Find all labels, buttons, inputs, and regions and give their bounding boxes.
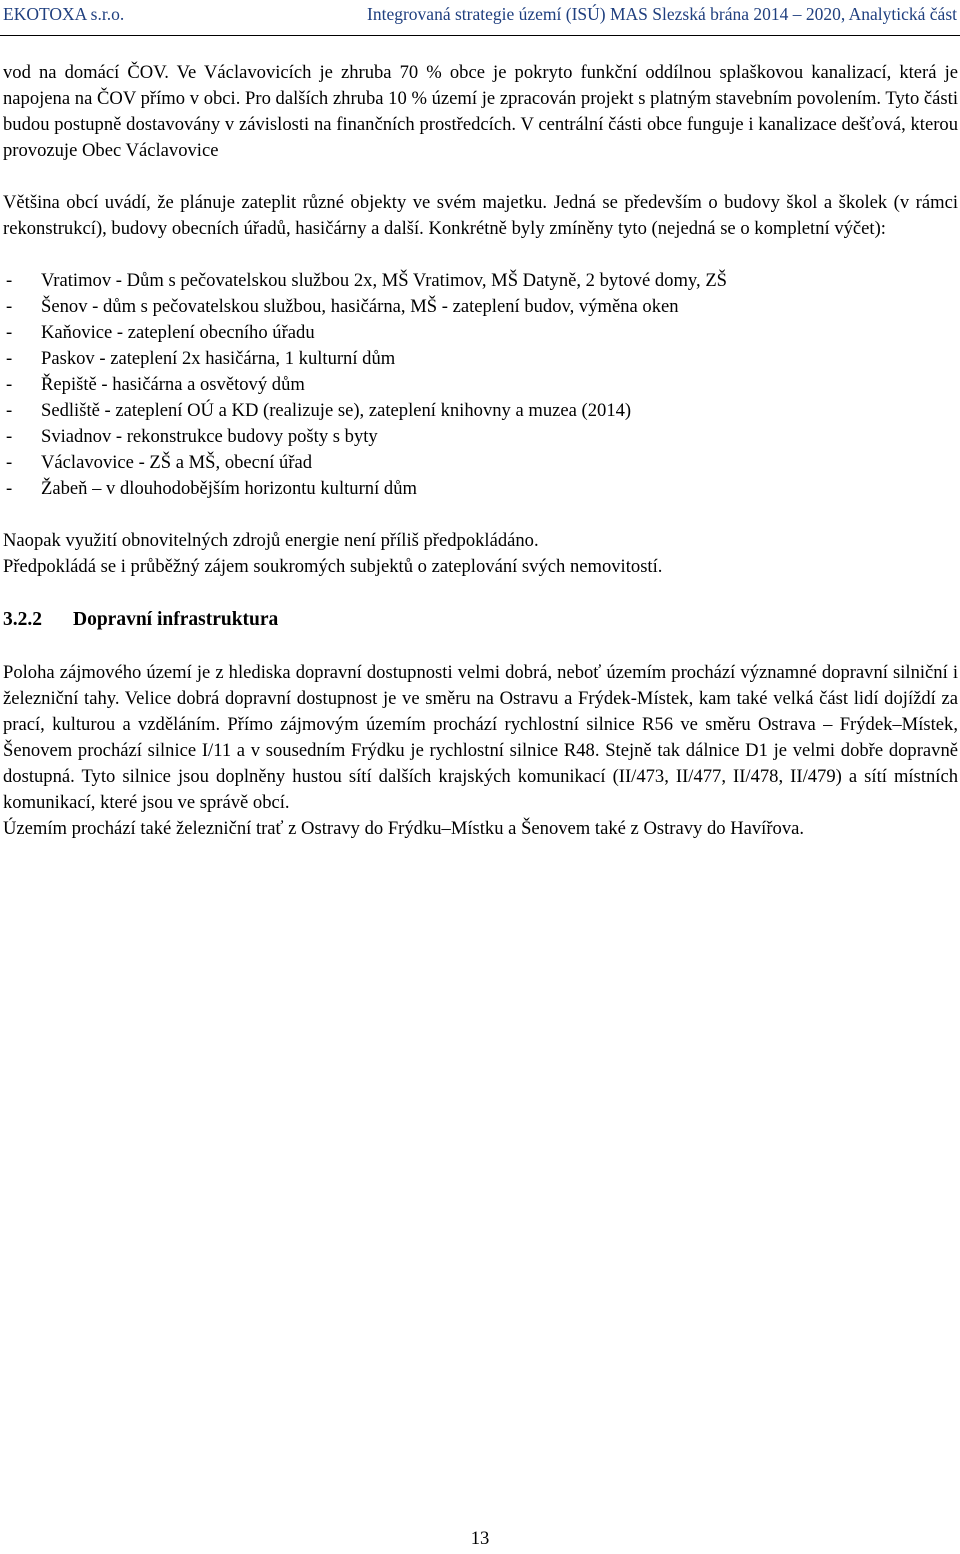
list-item: - Paskov - zateplení 2x hasičárna, 1 kulturní dům — [6, 348, 396, 369]
page-number: 13 — [470, 1528, 490, 1549]
list-item: - Kaňovice - zateplení obecního úřadu — [6, 322, 315, 343]
list-item: - Vratimov - Dům s pečovatelskou službou 2x, MŠ Vratimov, MŠ Datyně, 2 bytové domy, ZŠ — [6, 270, 728, 291]
page-header — [3, 4, 957, 30]
paragraph-sewerage: vod na domácí ČOV. Ve Václavovicích je zhruba 70 % obce je pokryto funkční oddílnou splaškovou kanalizací, která je napojena na ČOV přímo v obci. Pro dalších zhruba 10 % území je zpracován projekt s platným stavebním povolením. Tyto části budou postupně dostavovány v závislosti na finančních prostředcích. V centrální části obce funguje i kanalizace dešťová, kterou provozuje Obec Václavovice — [3, 62, 958, 161]
section-number: 3.2.2 — [3, 609, 42, 630]
section-heading — [3, 606, 958, 634]
paragraph-transport: Poloha zájmového území je z hlediska dopravní dostupnosti velmi dobrá, neboť územím prochází významné dopravní silniční i železniční tahy. Velice dobrá dopravní dostupnost je ve směru na Ostravu a Frýdek-Místek, kam také velká část lidí dojíždí za prací, kulturou a vzděláním. Přímo zájmovým územím prochází rychlostní silnice R56 ve směru Ostrava – Frýdek–Místek, Šenovem prochází silnice I/11 a v sousedním Frýdku je rychlostní silnice R48. Stejně tak dálnice D1 je velmi dobře dopravně dostupná. Tyto silnice jsou doplněny hustou sítí dalších krajských komunikací (II/473, II/477, II/478, II/479) a sítí místních komunikací, které jsou ve správě obcí. — [3, 662, 958, 813]
paragraph-railway: Územím prochází také železniční trať z Ostravy do Frýdku–Místku a Šenovem také z Ostravy do Havířova. — [3, 818, 805, 839]
list-item: - Žabeň – v dlouhodobějším horizontu kulturní dům — [6, 478, 417, 499]
header-document-title: Integrovaná strategie území (ISÚ) MAS Slezská brána 2014 – 2020, Analytická část — [367, 4, 957, 24]
municipality-list — [3, 268, 958, 502]
paragraph-renewables: Naopak využití obnovitelných zdrojů energie není příliš předpokládáno. — [3, 530, 539, 551]
list-item: - Sviadnov - rekonstrukce budovy pošty s byty — [6, 426, 378, 447]
list-item: - Řepiště - hasičárna a osvětový dům — [6, 374, 305, 395]
paragraph-private-insulation: Předpokládá se i průběžný zájem soukromých subjektů o zateplování svých nemovitostí. — [3, 556, 663, 577]
list-item: - Šenov - dům s pečovatelskou službou, hasičárna, MŠ - zateplení budov, výměna oken — [6, 296, 679, 317]
header-rule — [0, 35, 960, 36]
page-content — [3, 60, 958, 842]
list-item: - Václavovice - ZŠ a MŠ, obecní úřad — [6, 452, 313, 473]
list-item: - Sedliště - zateplení OÚ a KD (realizuje se), zateplení knihovny a muzea (2014) — [6, 400, 632, 421]
section-title: Dopravní infrastruktura — [73, 609, 279, 630]
header-company: EKOTOXA s.r.o. — [3, 4, 125, 24]
paragraph-insulation-plans: Většina obcí uvádí, že plánuje zateplit různé objekty ve svém majetku. Jedná se především o budovy škol a školek (v rámci rekonstrukcí), budovy obecních úřadů, hasičárny a další. Konkrétně byly zmíněny tyto (nejedná se o kompletní výčet): — [3, 192, 958, 239]
